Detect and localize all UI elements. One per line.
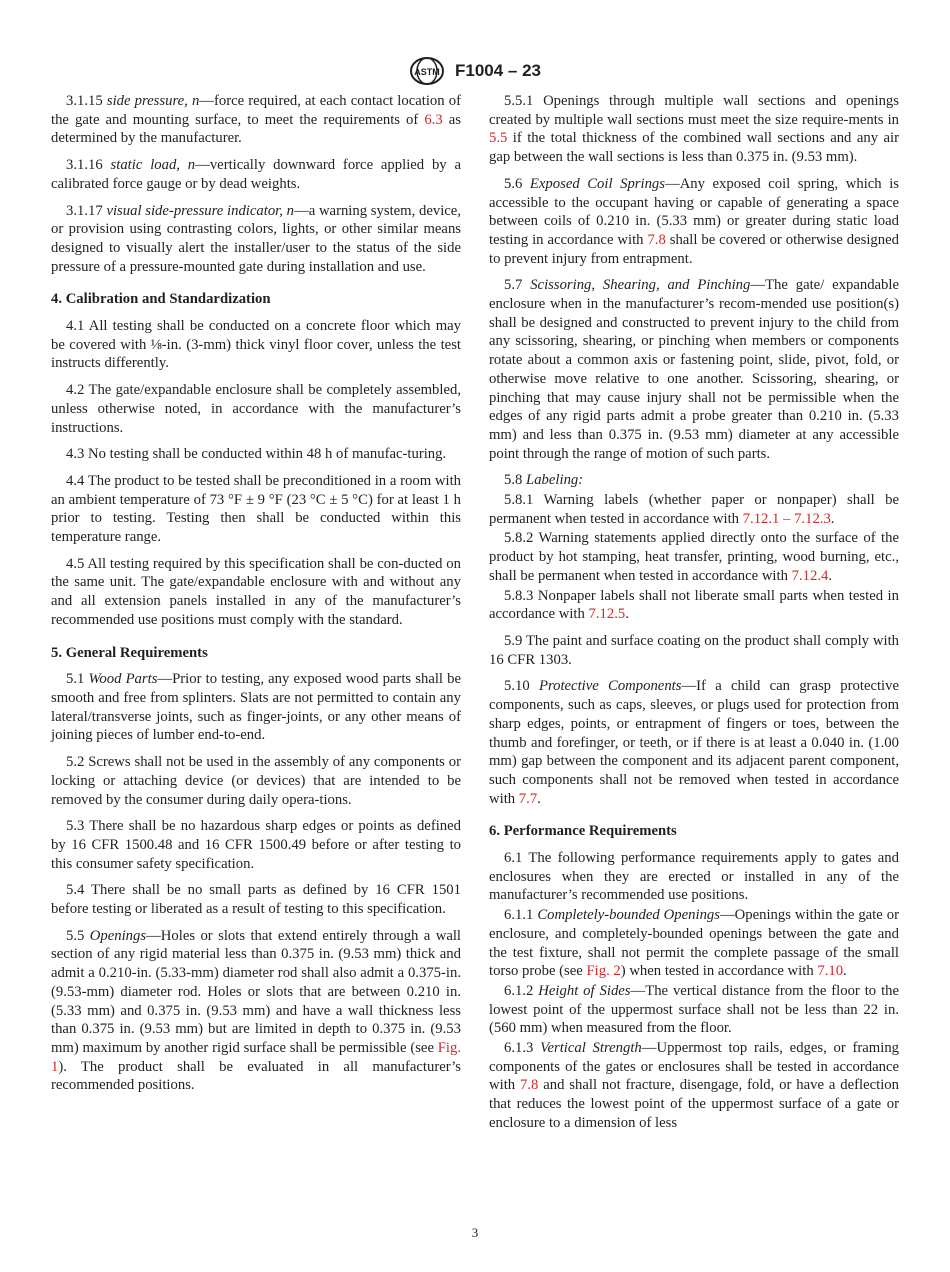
section-heading-5: 5. General Requirements [51,644,208,661]
paragraph-4-2: 4.2 The gate/expandable enclosure shall be completely assembled, unless otherwise noted, in accordance with the manufacturer’s instructions. [51,382,461,436]
ref-7-12-1[interactable]: 7.12.1 – 7.12.3 [742,510,831,527]
paragraph-5-8-2: 5.8.2 Warning statements applied directly onto the surface of the product by hot stamping, heat transfer, printing, wood burning, etc., shall be permanent when tested in accordance with 7.12.4. [489,530,899,584]
paragraph-6-1-1: 6.1.1 Completely-bounded Openings—Openings within the gate or enclosure, and completely-bounded openings between the gate and the test fixture, shall not permit the complete passage of the small torso probe (see Fig. 2) when tested in accordance with 7.10. [489,907,899,980]
right-column [489,92,899,1134]
paragraph-4-4: 4.4 The product to be tested shall be preconditioned in a room with an ambient temperature of 73 °F ± 9 °F (23 °C ± 5 °C) for at least 1 h prior to testing. Testing then shall be conducted within this temperature range. [51,472,461,546]
paragraph-5-1: 5.1 Wood Parts—Prior to testing, any exposed wood parts shall be smooth and free from splinters. Slats are not permitted to contain any lateral/transverse joints, such as finger-joints, or any other means of joining pieces of lumber end-to-end. [51,671,462,744]
document-id: F1004 – 23 [454,61,541,80]
paragraph-5-5-1: 5.5.1 Openings through multiple wall sections and openings created by multiple wall sections must meet the size require-ments in 5.5 if the total thickness of the combined wall sections and any air gap between the wall sections is less than 0.375 in. (9.53 mm). [489,93,899,166]
paragraph-4-1: 4.1 All testing shall be conducted on a concrete floor which may be covered with ⅛-in. (3-mm) thick vinyl floor cover, unless the test instructs differently. [51,318,461,372]
section-heading-6: 6. Performance Requirements [489,823,677,840]
logo-text: ASTM [414,67,440,77]
paragraph-5-4: 5.4 There shall be no small parts as defined by 16 CFR 1501 before testing or liberated as a result of testing to this specification. [51,882,461,918]
paragraph-5-3: 5.3 There shall be no hazardous sharp edges or points as defined by 16 CFR 1500.48 and 16 CFR 1500.49 before or after testing to this consumer safety specification. [51,818,461,872]
paragraph-5-8-1: 5.8.1 Warning labels (whether paper or nonpaper) shall be permanent when tested in accordance with 7.12.1 – 7.12.3. [489,492,899,527]
paragraph-3-1-17: 3.1.17 visual side-pressure indicator, n—a warning system, device, or provision using contrasting colors, lights, or other similar means designed to visually alert the installer/user to the status of the side pressure of a pressure-mounted gate during installation and use. [51,202,462,275]
ref-fig-1[interactable]: Fig. 1 [51,1039,461,1075]
page-header [0,56,950,86]
paragraph-6-1-3: 6.1.3 Vertical Strength—Uppermost top rails, edges, or framing components of the gates or enclosures shall be tested in accordance with 7.8 and shall not fracture, disengage, fold, or have a deflection that reduces the lowest point of the uppermost surface of a gate or enclosure to a dimension of less [489,1040,900,1131]
ref-7-7[interactable]: 7.7 [518,790,538,807]
ref-5-5[interactable]: 5.5 [489,130,508,147]
paragraph-5-8: 5.8 Labeling: [504,472,584,489]
paragraph-6-1-2: 6.1.2 Height of Sides—The vertical distance from the floor to the lowest point of the uppermost surface shall not be less than 22 in. (560 mm) when measured from the floor. [489,982,900,1037]
ref-6-3[interactable]: 6.3 [424,111,443,128]
ref-fig-2[interactable]: Fig. 2 [586,963,621,980]
ref-7-10[interactable]: 7.10 [817,963,844,980]
paragraph-5-5: 5.5 Openings—Holes or slots that extend entirely through a wall section of any rigid material less than 0.375 in. (9.53 mm) thick and admit a 0.210-in. (5.33-mm) diameter rod shall also admit a 0.375-in. (9.53-mm) diameter rod. Holes or slots that are between 0.210 in. (5.33 mm) and 0.375 in. (9.53 mm) and have a wall thickness less than 0.375 in. (9.53 mm) but are limited in depth to 0.375 in. (9.53 mm) maximum by another rigid surface shall be permissible (see Fig. 1). The product shall be evaluated in all manufacturer’s recommended positions. [51,927,462,1094]
section-heading-4: 4. Calibration and Standardization [51,291,271,308]
paragraph-5-2: 5.2 Screws shall not be used in the assembly of any components or locking or attaching device (or devices) that are intended to be removed by the consumer during daily opera-tions. [51,754,461,808]
page-number: 3 [471,1225,479,1240]
paragraph-5-9: 5.9 The paint and surface coating on the product shall comply with 16 CFR 1303. [489,632,899,668]
ref-7-12-5[interactable]: 7.12.5 [588,606,626,623]
paragraph-5-6: 5.6 Exposed Coil Springs—Any exposed coil spring, which is accessible to the occupant having or capable of generating a space between coils of 0.210 in. (5.33 mm) or greater during static load testing in accordance with 7.8 shall be covered or otherwise designed to prevent injury from entrapment. [489,175,900,267]
paragraph-3-1-15: 3.1.15 side pressure, n—force required, at each contact location of the gate and mounting surface, to meet the requirements of 6.3 as determined by the manufacturer. [51,93,461,147]
left-column [51,92,461,1103]
paragraph-6-1: 6.1 The following performance requirements apply to gates and enclosures when they are erected or installed in any of the manufacturer’s recommended use positions. [489,850,899,904]
paragraph-4-5: 4.5 All testing required by this specification shall be con-ducted on the same unit. The gate/expandable enclosure with and without any and all extension panels installed in any of the manufacturer’s recommended use positions must comply with the standard. [51,555,461,628]
paragraph-5-7: 5.7 Scissoring, Shearing, and Pinching—The gate/ expandable enclosure when in the manufacturer’s recom-mended use position(s) shall be designed and constructed to prevent injury to the child from any scissoring, shearing, or pinching when members or components rotate about a common axis or fastening point, slide, pivot, fold, or otherwise move relative to one another. Scissoring, shearing, or pinching that may cause injury shall not be permissible when the edges of any rigid parts admit a probe greater than 0.210 in. (5.33 mm) and less than 0.375 in. (9.53 mm) diameter at any accessible point through the range of motion of such parts. [489,277,899,462]
paragraph-5-10: 5.10 Protective Components—If a child can grasp protective components, such as caps, sleeves, or plugs used for protection from sharp edges, points, or entrapment of fingers or toes, between the thumb and forefinger, or teeth, or if there is at least a 0.040 in. (1.00 mm) gap between the component and its adjacent parent component, such components shall not be removed when tested in accordance with 7.7. [489,678,900,807]
ref-7-8[interactable]: 7.8 [647,231,666,248]
astm-logo-icon [409,56,445,86]
ref-7-8-b[interactable]: 7.8 [519,1077,539,1094]
paragraph-3-1-16: 3.1.16 static load, n—vertically downward force applied by a calibrated force gauge or by dead weights. [51,157,461,192]
paragraph-5-8-3: 5.8.3 Nonpaper labels shall not liberate small parts when tested in accordance with 7.12.5. [489,587,899,623]
paragraph-4-3: 4.3 No testing shall be conducted within 48 h of manufac-turing. [66,446,447,463]
ref-7-12-4[interactable]: 7.12.4 [791,567,829,584]
